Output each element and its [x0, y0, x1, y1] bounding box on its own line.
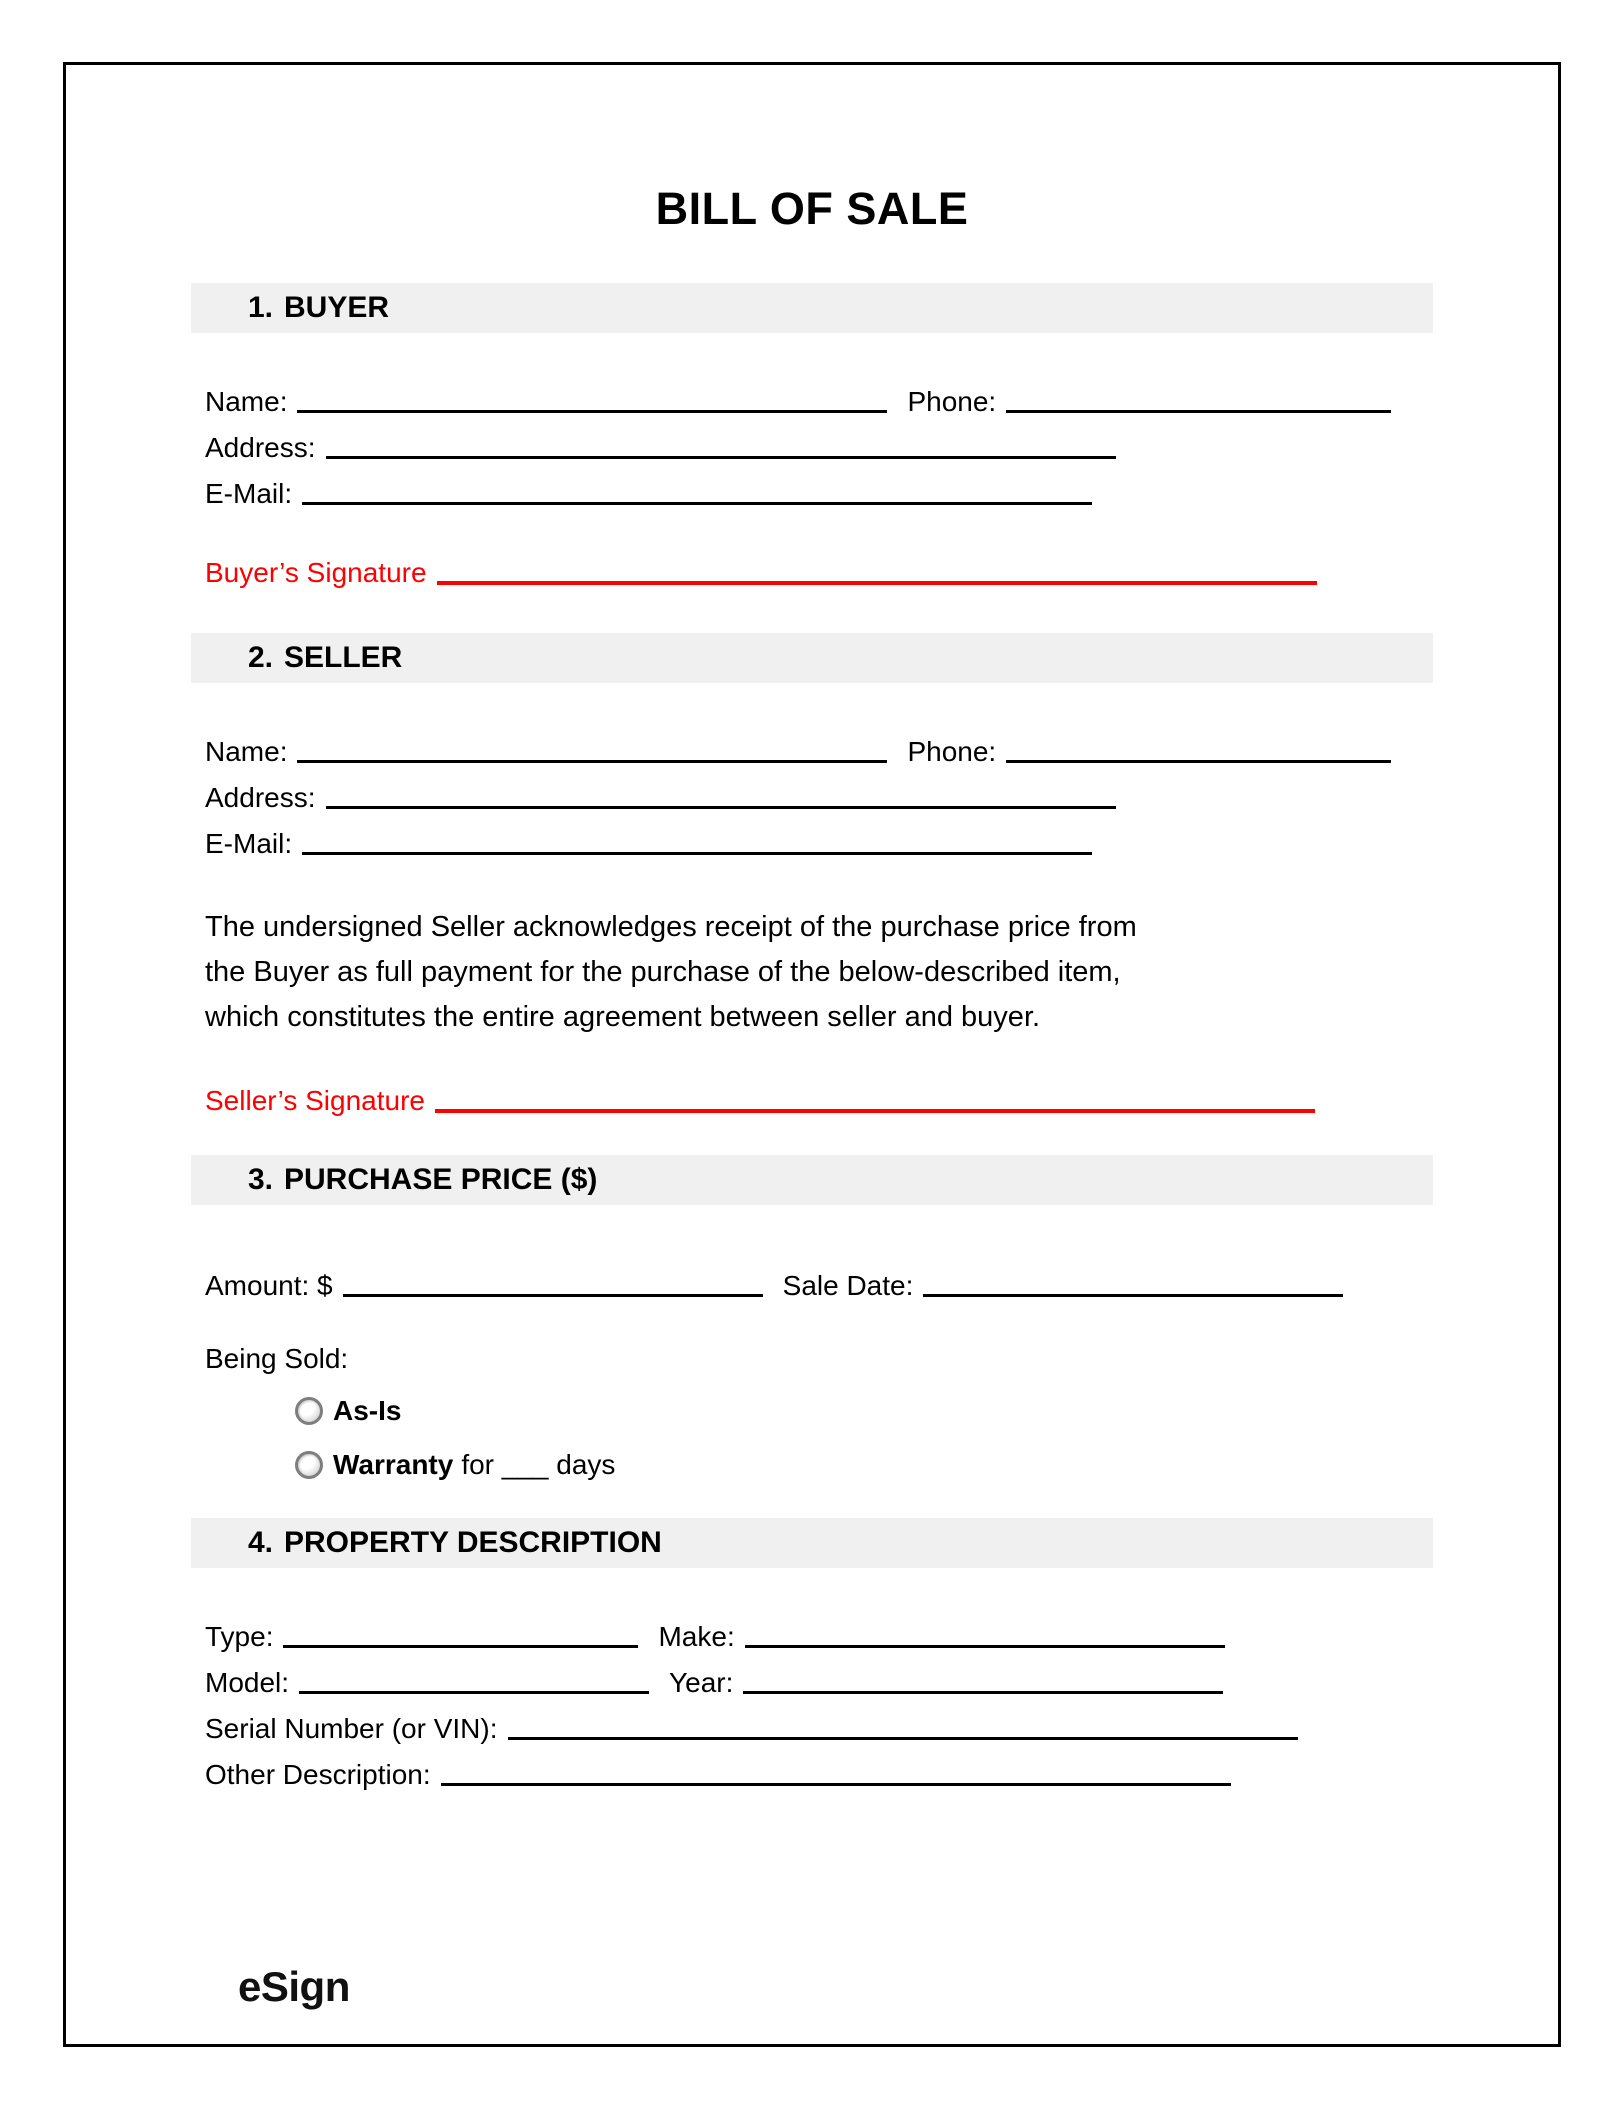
warranty-radio[interactable] [295, 1451, 323, 1479]
model-year-row [191, 1654, 1433, 1700]
buyer-phone-field[interactable] [1006, 410, 1391, 413]
buyer-address-field[interactable] [326, 456, 1116, 459]
property-fields [191, 1608, 1433, 1792]
section-title: BUYER [284, 291, 390, 324]
page-title: BILL OF SALE [655, 183, 969, 234]
serial-row [191, 1700, 1433, 1746]
warranty-option-row [191, 1445, 1433, 1485]
phone-label: Phone: [907, 736, 997, 767]
buyer-name-field[interactable] [297, 410, 887, 413]
section-title: SELLER [284, 641, 403, 674]
email-label: E-Mail: [205, 828, 293, 859]
buyer-fields [191, 373, 1433, 511]
email-label: E-Mail: [205, 478, 293, 509]
seller-address-row [191, 769, 1433, 815]
buyer-name-row [191, 373, 1433, 419]
make-field[interactable] [745, 1645, 1225, 1648]
name-label: Name: [205, 736, 288, 767]
seller-email-row [191, 815, 1433, 861]
seller-signature-label: Seller’s Signature [205, 1085, 425, 1116]
as-is-radio[interactable] [295, 1397, 323, 1425]
seller-name-field[interactable] [297, 760, 887, 763]
other-description-row [191, 1746, 1433, 1792]
sale-date-field[interactable] [923, 1294, 1343, 1297]
document-content [191, 183, 1433, 1792]
warranty-days-text: for ___ days [461, 1449, 616, 1480]
serial-label: Serial Number (or VIN): [205, 1713, 498, 1744]
section-title: PROPERTY DESCRIPTION [284, 1526, 662, 1559]
section-number: 1. [248, 291, 274, 324]
section-title: PURCHASE PRICE ($) [284, 1163, 598, 1196]
amount-field[interactable] [343, 1294, 763, 1297]
section-header-purchase-price [191, 1155, 1433, 1205]
seller-signature-row [191, 1070, 1433, 1118]
section-number: 4. [248, 1526, 274, 1559]
year-label: Year: [669, 1667, 734, 1698]
name-label: Name: [205, 386, 288, 417]
sale-date-label: Sale Date: [782, 1270, 914, 1301]
model-field[interactable] [299, 1691, 649, 1694]
section-header-property-description [191, 1518, 1433, 1568]
document-page [63, 62, 1561, 2047]
address-label: Address: [205, 782, 316, 813]
section-header-buyer [191, 283, 1433, 333]
type-make-row [191, 1608, 1433, 1654]
section-number: 2. [248, 641, 274, 674]
section-header-seller [191, 633, 1433, 683]
as-is-option-row [191, 1391, 1433, 1431]
price-fields [191, 1257, 1433, 1303]
acknowledgement-line: The undersigned Seller acknowledges receipt of the purchase price from [205, 911, 1137, 943]
phone-label: Phone: [907, 386, 997, 417]
seller-email-field[interactable] [302, 852, 1092, 855]
buyer-signature-label: Buyer’s Signature [205, 557, 427, 588]
esign-logo: eSign [238, 1963, 350, 2010]
serial-field[interactable] [508, 1737, 1298, 1740]
acknowledgement-line: the Buyer as full payment for the purchase of the below-described item, [205, 956, 1121, 988]
model-label: Model: [205, 1667, 290, 1698]
buyer-email-row [191, 465, 1433, 511]
warranty-label: Warranty [333, 1449, 454, 1480]
amount-label: Amount: $ [205, 1270, 333, 1301]
acknowledgement-line: which constitutes the entire agreement between seller and buyer. [205, 1001, 1041, 1033]
buyer-signature-row [191, 542, 1433, 590]
buyer-email-field[interactable] [302, 502, 1092, 505]
address-label: Address: [205, 432, 316, 463]
year-field[interactable] [743, 1691, 1223, 1694]
buyer-address-row [191, 419, 1433, 465]
as-is-label: As-Is [333, 1395, 402, 1426]
section-number: 3. [248, 1163, 274, 1196]
seller-name-row [191, 723, 1433, 769]
acknowledgement-paragraph [191, 905, 1433, 1040]
seller-signature-field[interactable] [435, 1109, 1315, 1113]
make-label: Make: [658, 1621, 735, 1652]
other-description-field[interactable] [441, 1783, 1231, 1786]
seller-address-field[interactable] [326, 806, 1116, 809]
type-label: Type: [205, 1621, 274, 1652]
buyer-signature-field[interactable] [437, 581, 1317, 585]
other-description-label: Other Description: [205, 1759, 431, 1790]
being-sold-label: Being Sold: [205, 1343, 349, 1374]
type-field[interactable] [283, 1645, 638, 1648]
amount-row [191, 1257, 1433, 1303]
seller-fields [191, 723, 1433, 861]
seller-phone-field[interactable] [1006, 760, 1391, 763]
